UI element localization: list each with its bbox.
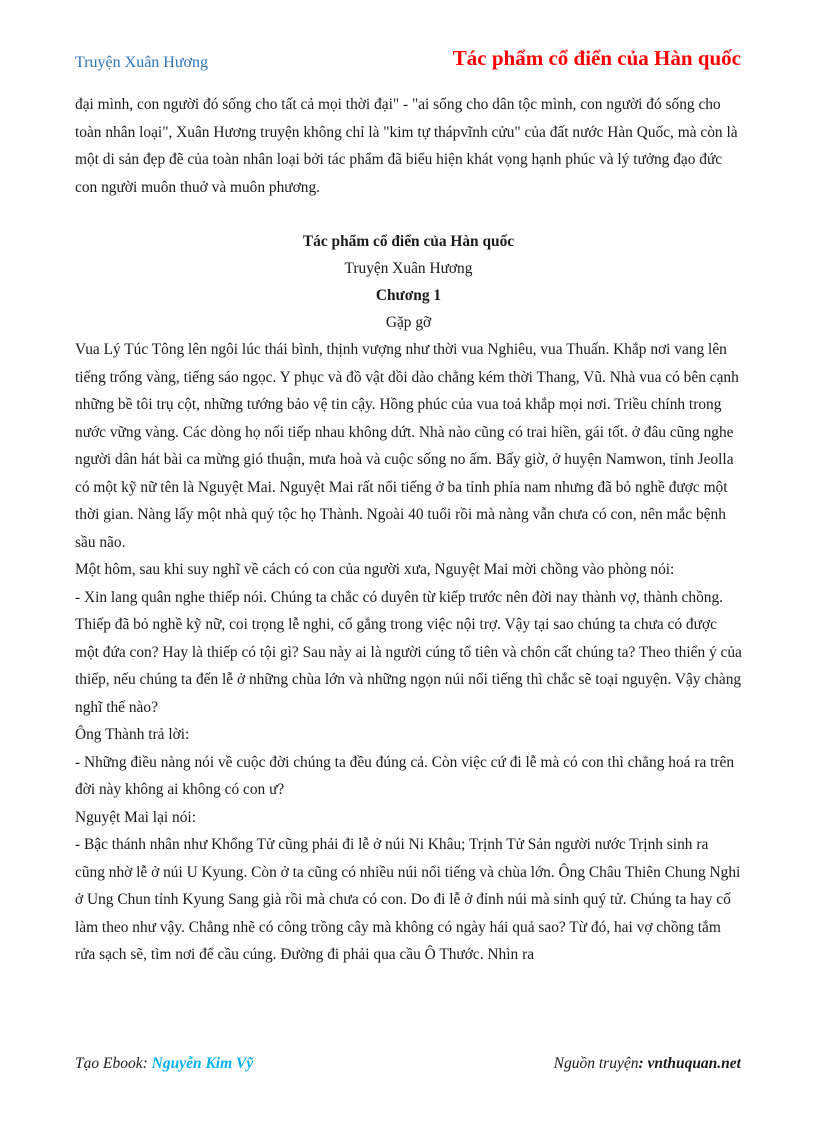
body-paragraph: Ông Thành trả lời:	[75, 726, 190, 743]
header-collection-title: Tác phẩm cổ điển của Hàn quốc	[452, 46, 741, 70]
intro-paragraph: đại mình, con người đó sống cho tất cả mọi thời đại" - "ai sống cho dân tộc mình, con người đó sống cho toàn nhân loại", Xuân Hương truyện không chỉ là "kim tự thápvĩnh cửu" của đất nước Hàn Quốc, mà còn là một di sản đẹp đẽ của toàn nhân loại bởi tác phẩm đã biểu hiện khát vọng hạnh phúc và lý tưởng đạo đức con người muôn thuở và muôn phương.	[75, 96, 738, 196]
page-footer	[75, 1055, 741, 1077]
body-paragraph: - Những điều nàng nói về cuộc đời chúng ta đều đúng cả. Còn việc cứ đi lễ mà có con thì chẳng hoá ra trên đời này không ai không có con ư?	[75, 753, 735, 798]
footer-source-label: Nguồn truyện	[553, 1055, 639, 1072]
page-content	[75, 91, 742, 969]
work-title: Tác phẩm cổ điển của Hàn quốc	[302, 233, 515, 250]
footer-source-credit	[554, 1055, 741, 1073]
footer-ebook-label: Tạo Ebook	[75, 1055, 143, 1072]
body-paragraph: Một hôm, sau khi suy nghĩ về cách có con của người xưa, Nguyệt Mai mời chồng vào phòng nói:	[75, 561, 675, 578]
story-title: Truyện Xuân Hương	[344, 260, 473, 277]
footer-source-site: vnthuquan.net	[647, 1055, 741, 1072]
footer-separator: :	[638, 1055, 648, 1072]
chapter-heading: Chương 1	[375, 287, 442, 304]
body-paragraph: - Bậc thánh nhân như Khổng Tử cũng phải đi lễ ở núi Ni Khâu; Trịnh Tử Sản người nước Trịnh sinh ra cũng nhờ lễ ở núi U Kyung. Còn ở ta cũng có nhiều núi nổi tiếng và chùa lớn. Ông Châu Thiên Chung Nghi ở Ung Chun tỉnh Kyung Sang già rồi mà chưa có con. Do đi lễ ở đỉnh núi mà sinh quý tử. Chúng ta hay cố làm theo như vậy. Chẳng nhẽ có công trồng cây mà không có ngày hái quả sao? Từ đó, hai vợ chồng tắm rửa sạch sẽ, tìm nơi để cầu cúng. Đường đi phải qua cầu Ô Thước. Nhìn ra	[75, 836, 741, 963]
body-paragraph: Nguyệt Mai lại nói:	[75, 808, 196, 826]
body-paragraph: - Xin lang quân nghe thiếp nói. Chúng ta chắc có duyên từ kiếp trước nên đời nay thành vợ, thành chồng. Thiếp đã bỏ nghề kỹ nữ, coi trọng lễ nghi, cố gắng trong việc nội trợ. Vậy tại sao chúng ta chưa có được một đứa con? Hay là thiếp có tội gì? Sau này ai là người cúng tổ tiên và chôn cất chúng ta? Theo thiển ý của thiếp, nếu chúng ta đến lễ ở những chùa lớn và những ngọn núi nổi tiếng thì chắc sẽ toại nguyện. Vậy chàng nghĩ thế nào?	[75, 588, 742, 716]
page-header	[75, 46, 741, 76]
footer-separator: :	[142, 1055, 152, 1072]
footer-ebook-credit	[75, 1055, 253, 1073]
footer-ebook-author: Nguyễn Kim Vỹ	[151, 1055, 254, 1072]
chapter-subtitle: Gặp gỡ	[385, 314, 432, 331]
section-spacer	[75, 201, 742, 228]
header-book-title: Truyện Xuân Hương	[75, 54, 208, 71]
body-paragraph: Vua Lý Túc Tông lên ngôi lúc thái bình, thịnh vượng như thời vua Nghiêu, vua Thuấn. Khắp nơi vang lên tiếng trống vàng, tiếng sáo ngọc. Y phục và đồ vật dồi dào chẳng kém thời Thang, Vũ. Nhà vua có bên cạnh những bề tôi trụ cột, những tướng bảo vệ tin cậy. Hồng phúc của vua toả khắp mọi nơi. Triều chính trong nước vững vàng. Các dòng họ nối tiếp nhau không dứt. Nhà nào cũng có trai hiền, gái tốt. ở đâu cũng nghe người dân hát bài ca mừng gió thuận, mưa hoà và cuộc sống no ấm. Bấy giờ, ở huyện Namwon, tỉnh Jeolla có một kỹ nữ tên là Nguyệt Mai. Nguyệt Mai rất nổi tiếng ở ba tỉnh phía nam nhưng đã bỏ nghề được một thời gian. Nàng lấy một nhà quý tộc họ Thành. Ngoài 40 tuổi rồi mà nàng vẫn chưa có con, nên mắc bệnh sầu não.	[75, 341, 739, 551]
